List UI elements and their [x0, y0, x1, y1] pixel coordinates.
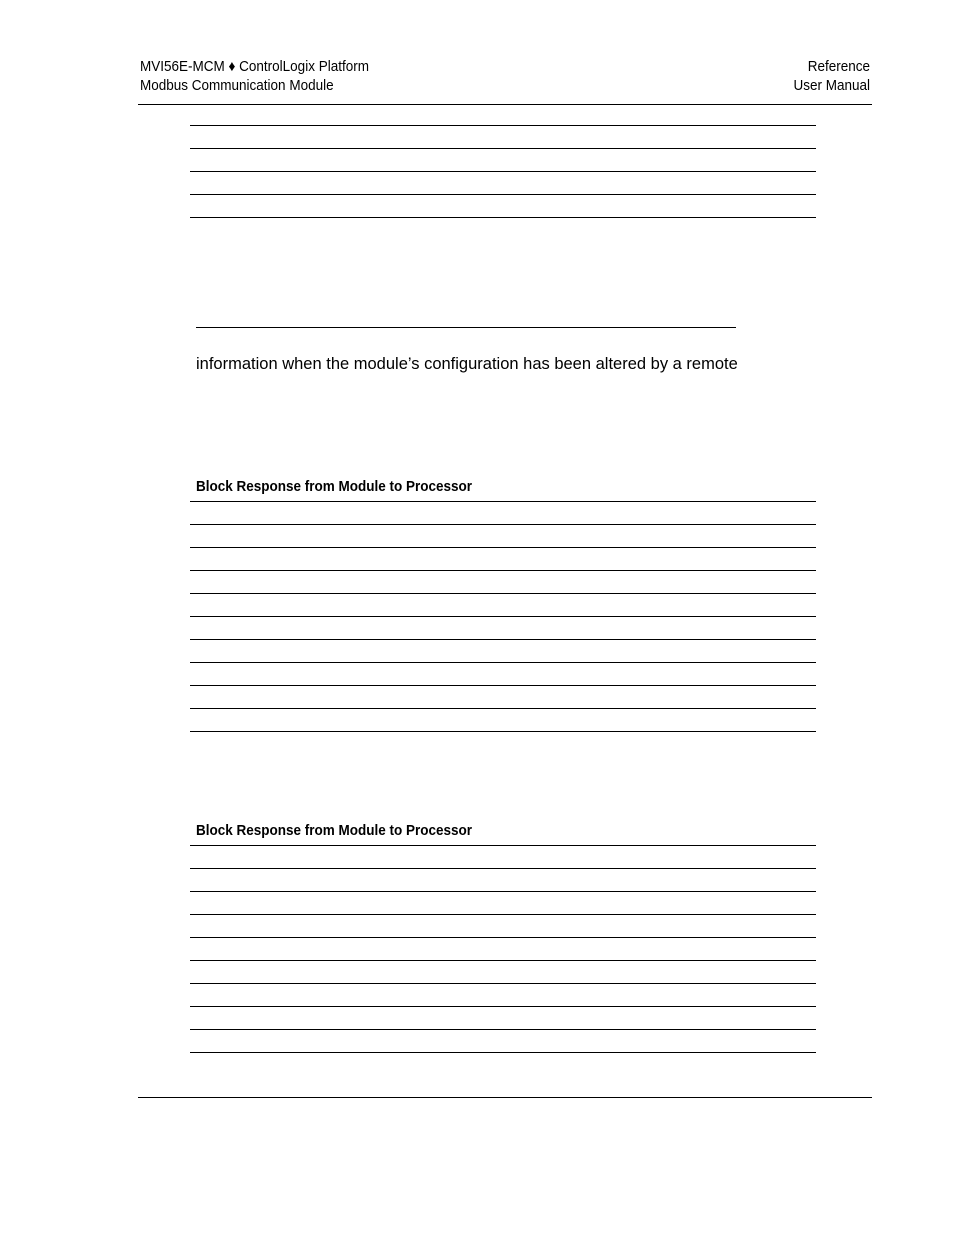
table-row — [190, 686, 816, 709]
header-manual-title: User Manual — [793, 77, 870, 94]
footer-divider — [138, 1097, 872, 1098]
table-row — [190, 548, 816, 571]
body-paragraph: information when the module’s configuration has been altered by a remote — [196, 355, 738, 373]
table-row — [190, 103, 816, 126]
table-row — [190, 525, 816, 548]
table-row — [190, 594, 816, 617]
table-row — [190, 984, 816, 1007]
table-row — [190, 892, 816, 915]
table-3 — [190, 845, 816, 1053]
table-row — [190, 1007, 816, 1030]
table-row — [190, 961, 816, 984]
header-section-title: Reference — [807, 58, 870, 75]
table-3-caption: Block Response from Module to Processor — [196, 822, 473, 839]
section-heading-rule — [196, 327, 736, 328]
table-row — [190, 195, 816, 218]
table-row — [190, 640, 816, 663]
table-row — [190, 663, 816, 686]
table-row — [190, 126, 816, 149]
table-row — [190, 502, 816, 525]
header-product-title: MVI56E-MCM ♦ ControlLogix Platform — [140, 58, 369, 75]
table-2-caption: Block Response from Module to Processor — [196, 478, 473, 495]
header-product-subtitle: Modbus Communication Module — [140, 77, 334, 94]
table-row — [190, 846, 816, 869]
table-row — [190, 617, 816, 640]
table-2 — [190, 501, 816, 732]
table-row — [190, 172, 816, 195]
table-row — [190, 149, 816, 172]
header-right — [793, 57, 870, 95]
table-row — [190, 571, 816, 594]
table-row — [190, 869, 816, 892]
table-1 — [190, 103, 816, 218]
table-row — [190, 1030, 816, 1053]
header-left — [140, 57, 369, 95]
table-row — [190, 938, 816, 961]
table-row — [190, 709, 816, 732]
table-row — [190, 915, 816, 938]
